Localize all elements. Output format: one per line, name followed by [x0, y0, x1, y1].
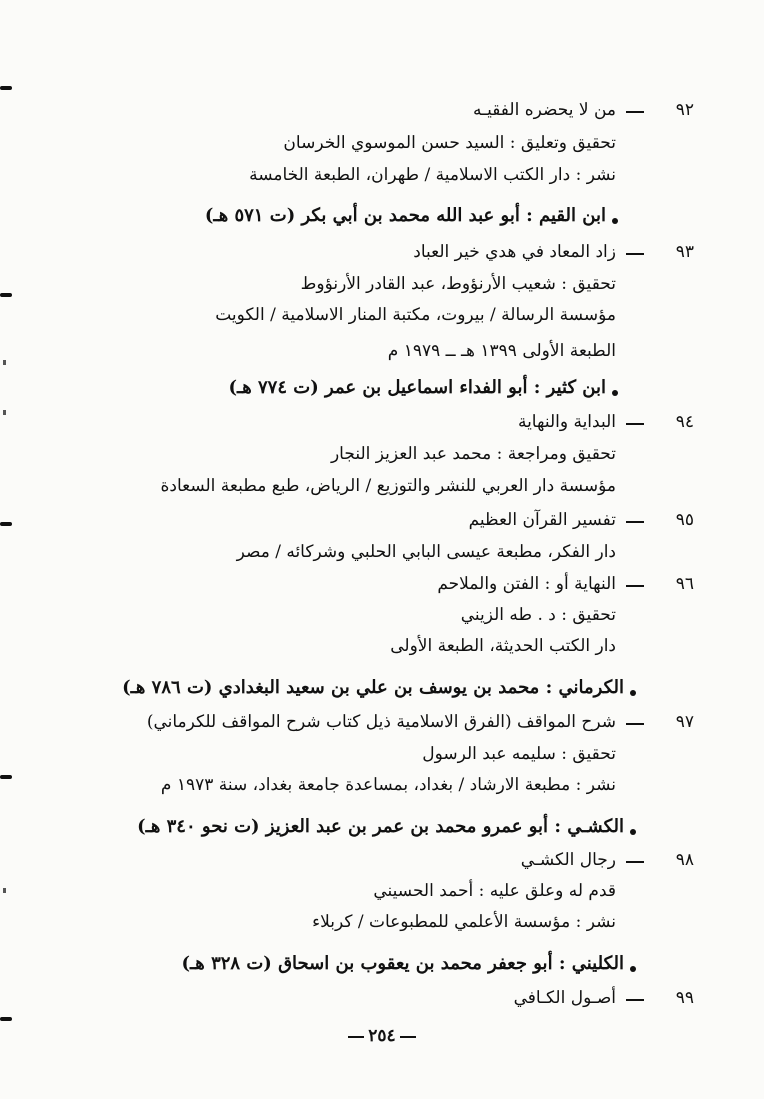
edge-mark — [0, 293, 12, 297]
entry-dash — [626, 253, 644, 255]
entry-title: رجال الكشـي — [520, 850, 616, 870]
edge-mark — [3, 360, 6, 365]
entry-line: دار الكتب الحديثة، الطبعة الأولى — [390, 636, 616, 656]
entry-number: ٩٤ — [675, 412, 694, 432]
edge-mark — [0, 1017, 12, 1021]
entry-title: زاد المعاد في هدي خير العباد — [413, 242, 616, 262]
author-heading: ابن كثير : أبو الفداء اسماعيل بن عمر (ت ٧٧٤ هـ) — [228, 377, 606, 398]
entry-line: تحقيق وتعليق : السيد حسن الموسوي الخرسان — [283, 133, 616, 153]
entry-line: تحقيق : د . طه الزيني — [460, 605, 616, 625]
entry-line: مؤسسة الرسالة / بيروت، مكتبة المنار الاسلامية / الكويت — [215, 305, 616, 325]
entry-number: ٩٨ — [675, 850, 694, 870]
entry-line: الطبعة الأولى ١٣٩٩ هـ ــ ١٩٧٩ م — [387, 341, 616, 361]
author-bullet — [630, 966, 636, 972]
entry-title: شرح المواقف (الفرق الاسلامية ذيل كتاب شرح المواقف للكرماني) — [146, 712, 616, 732]
edge-mark — [0, 775, 12, 779]
entry-title: تفسير القرآن العظيم — [468, 510, 616, 530]
author-bullet — [630, 829, 636, 835]
footer-dash — [400, 1036, 416, 1038]
entry-title: النهاية أو : الفتن والملاحم — [437, 574, 616, 594]
entry-dash — [626, 585, 644, 587]
author-heading: الكشـي : أبو عمرو محمد بن عمر بن عبد العزيز (ت نحو ٣٤٠ هـ) — [137, 816, 624, 837]
entry-line: تحقيق : سليمه عبد الرسول — [422, 744, 616, 764]
entry-number: ٩٢ — [675, 100, 694, 120]
entry-number: ٩٣ — [675, 242, 694, 262]
author-heading: الكليني : أبو جعفر محمد بن يعقوب بن اسحاق (ت ٣٢٨ هـ) — [181, 953, 624, 974]
entry-line: تحقيق : شعيب الأرنؤوط، عبد القادر الأرنؤوط — [300, 274, 616, 294]
edge-mark — [0, 522, 12, 526]
entry-number: ٩٦ — [675, 574, 694, 594]
author-heading: ابن القيم : أبو عبد الله محمد بن أبي بكر (ت ٥٧١ هـ) — [204, 205, 606, 226]
entry-dash — [626, 999, 644, 1001]
page-number: ٢٥٤ — [368, 1026, 396, 1046]
author-bullet — [612, 390, 618, 396]
entry-line: نشر : دار الكتب الاسلامية / طهران، الطبعة الخامسة — [249, 165, 616, 185]
entry-dash — [626, 423, 644, 425]
entry-dash — [626, 111, 644, 113]
author-bullet — [612, 218, 618, 224]
entry-dash — [626, 861, 644, 863]
entry-dash — [626, 521, 644, 523]
entry-number: ٩٧ — [675, 712, 694, 732]
entry-dash — [626, 723, 644, 725]
entry-line: تحقيق ومراجعة : محمد عبد العزيز النجار — [330, 444, 616, 464]
edge-mark — [3, 888, 6, 893]
page-number-footer — [0, 1026, 764, 1046]
edge-mark — [3, 410, 6, 415]
entry-line: نشر : مطبعة الارشاد / بغداد، بمساعدة جامعة بغداد، سنة ١٩٧٣ م — [160, 775, 616, 795]
entry-line: قدم له وعلق عليه : أحمد الحسيني — [373, 881, 616, 901]
entry-line: نشر : مؤسسة الأعلمي للمطبوعات / كربلاء — [312, 912, 616, 932]
entry-title: من لا يحضره الفقيـه — [472, 100, 616, 120]
entry-line: مؤسسة دار العربي للنشر والتوزيع / الرياض، طبع مطبعة السعادة — [160, 476, 616, 496]
entry-title: أصـول الكـافي — [513, 988, 616, 1008]
entry-line: دار الفكر، مطبعة عيسى البابي الحلبي وشركائه / مصر — [236, 542, 616, 562]
entry-number: ٩٥ — [675, 510, 694, 530]
entry-number: ٩٩ — [675, 988, 694, 1008]
footer-dash — [348, 1036, 364, 1038]
author-bullet — [630, 690, 636, 696]
entry-title: البداية والنهاية — [517, 412, 616, 432]
author-heading: الكرماني : محمد بن يوسف بن علي بن سعيد البغدادي (ت ٧٨٦ هـ) — [122, 677, 624, 698]
edge-mark — [0, 86, 12, 90]
